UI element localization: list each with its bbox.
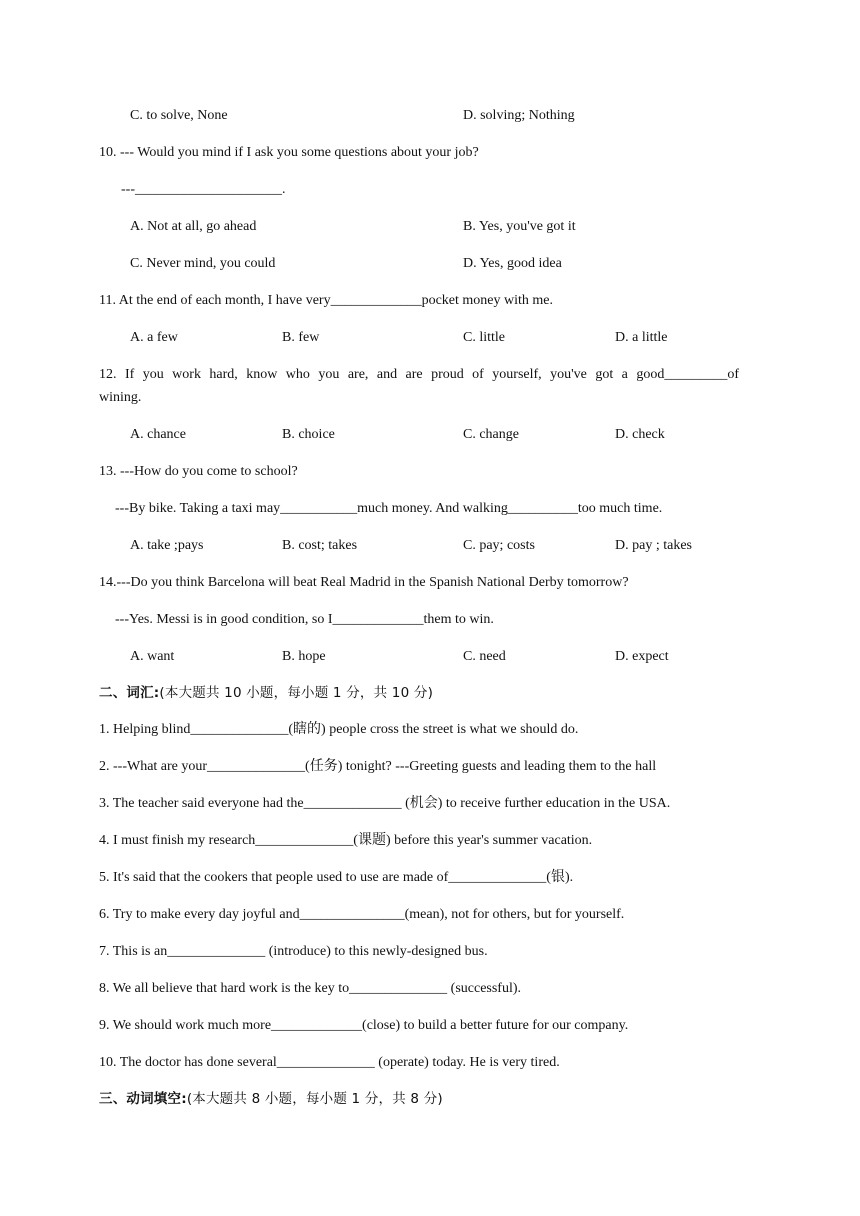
q11-option-d: D. a little xyxy=(615,330,668,345)
q13-stem: 13. ---How do you come to school? xyxy=(99,464,298,479)
q13-option-c: C. pay; costs xyxy=(463,538,535,553)
q14-option-b: B. hope xyxy=(282,649,326,664)
q10-option-d: D. Yes, good idea xyxy=(463,256,562,271)
q10-option-a: A. Not at all, go ahead xyxy=(130,219,257,234)
q11-option-b: B. few xyxy=(282,330,320,345)
q9-option-d: D. solving; Nothing xyxy=(463,108,575,123)
vocab-item: 7. This is an______________ (introduce) to this newly-designed bus. xyxy=(99,944,488,959)
q14-option-c: C. need xyxy=(463,649,506,664)
q14-reply: ---Yes. Messi is in good condition, so I_____________them to win. xyxy=(115,612,494,627)
q10-option-c: C. Never mind, you could xyxy=(130,256,276,271)
vocab-item: 5. It's said that the cookers that people used to use are made of______________(银). xyxy=(99,870,574,885)
q12-stem-line2: wining. xyxy=(99,390,142,405)
vocab-item: 9. We should work much more_____________(close) to build a better future for our company. xyxy=(99,1018,629,1033)
vocab-item: 1. Helping blind______________(瞎的) people cross the street is what we should do. xyxy=(99,722,579,737)
q10-reply: ---_____________________. xyxy=(121,182,286,197)
q13-reply: ---By bike. Taking a taxi may___________much money. And walking__________too much time. xyxy=(115,501,663,516)
q12-option-a: A. chance xyxy=(130,427,186,442)
q11-stem: 11. At the end of each month, I have very_____________pocket money with me. xyxy=(99,293,553,308)
vocab-item: 6. Try to make every day joyful and_______________(mean), not for others, but for yourself. xyxy=(99,907,625,922)
q14-option-d: D. expect xyxy=(615,649,669,664)
section-vocabulary-title: 二、词汇: xyxy=(99,685,160,701)
vocab-item: 3. The teacher said everyone had the______________ (机会) to receive further education in the USA. xyxy=(99,796,671,811)
q9-option-c: C. to solve, None xyxy=(130,108,228,123)
vocab-item: 10. The doctor has done several______________ (operate) today. He is very tired. xyxy=(99,1055,560,1070)
q12-stem-line1: 12. If you work hard, know who you are, and are proud of yourself, you've got a good_________of xyxy=(99,367,739,382)
q10-stem: 10. --- Would you mind if I ask you some questions about your job? xyxy=(99,145,479,160)
q11-option-c: C. little xyxy=(463,330,505,345)
q13-option-d: D. pay ; takes xyxy=(615,538,692,553)
section-verb-fill-note: (本大题共 8 小题，每小题 1 分，共 8 分) xyxy=(186,1091,443,1107)
q14-stem: 14.---Do you think Barcelona will beat Real Madrid in the Spanish National Derby tomorrow? xyxy=(99,575,629,590)
vocab-item: 2. ---What are your______________(任务) tonight? ---Greeting guests and leading them to the hall xyxy=(99,759,657,774)
q12-option-c: C. change xyxy=(463,427,519,442)
section-verb-fill-title: 三、动词填空: xyxy=(99,1091,187,1107)
section-vocabulary-heading xyxy=(99,684,433,702)
q13-option-a: A. take ;pays xyxy=(130,538,204,553)
q11-option-a: A. a few xyxy=(130,330,178,345)
section-vocabulary-note: (本大题共 10 小题，每小题 1 分，共 10 分) xyxy=(159,685,434,701)
section-verb-fill-heading xyxy=(99,1090,443,1108)
vocab-item: 4. I must finish my research______________(课题) before this year's summer vacation. xyxy=(99,833,593,848)
q13-option-b: B. cost; takes xyxy=(282,538,358,553)
q12-option-d: D. check xyxy=(615,427,665,442)
q14-option-a: A. want xyxy=(130,649,175,664)
q12-option-b: B. choice xyxy=(282,427,335,442)
q10-option-b: B. Yes, you've got it xyxy=(463,219,576,234)
vocab-item: 8. We all believe that hard work is the key to______________ (successful). xyxy=(99,981,522,996)
